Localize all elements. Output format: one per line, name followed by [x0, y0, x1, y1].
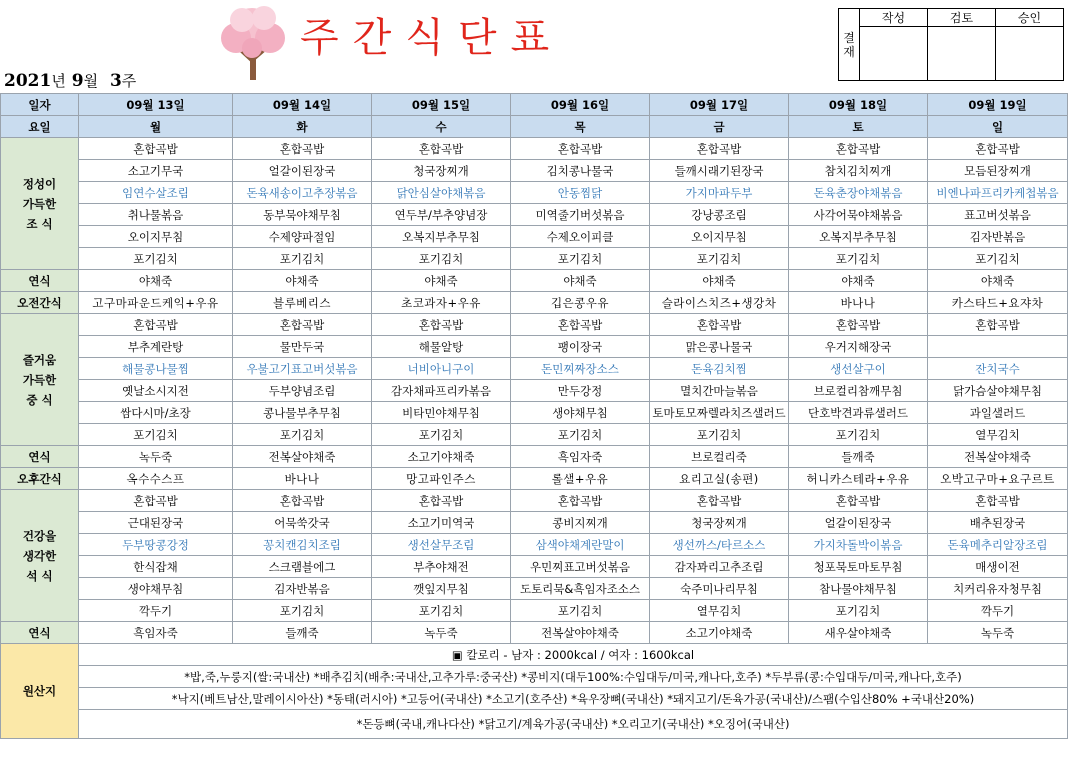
- am-snack-cell: 카스타드+요쟈차: [928, 292, 1068, 314]
- lunch-dish: 물만두국: [233, 336, 372, 358]
- approval-box: [838, 8, 1064, 81]
- approval-sign-approve[interactable]: [996, 27, 1064, 81]
- breakfast-dish: 포기김치: [233, 248, 372, 270]
- dinner-label: 건강을 생각한 석 식: [1, 490, 79, 622]
- dinner-porridge-cell: 녹두죽: [928, 622, 1068, 644]
- lunch-dish: 포기김치: [789, 424, 928, 446]
- date-cell: 09월 18일: [789, 94, 928, 116]
- breakfast-dish: 혼합곡밥: [79, 138, 233, 160]
- dinner-dish: 어묵쑥갓국: [233, 512, 372, 534]
- lunch-dish: 비타민야채무침: [372, 402, 511, 424]
- dinner-row: [1, 534, 1068, 556]
- lunch-dish: 혼합곡밥: [789, 314, 928, 336]
- approval-sign-review[interactable]: [928, 27, 996, 81]
- lunch-row: [1, 336, 1068, 358]
- lunch-porridge-cell: 브로컬리죽: [650, 446, 789, 468]
- breakfast-dish: 오이지무침: [79, 226, 233, 248]
- breakfast-row: [1, 138, 1068, 160]
- breakfast-dish: 포기김치: [650, 248, 789, 270]
- dinner-dish: 두부땅콩강정: [79, 534, 233, 556]
- pm-snack: [1, 468, 1068, 490]
- lunch-dish: 부추계란탕: [79, 336, 233, 358]
- am-snack-cell: 블루베리스: [233, 292, 372, 314]
- dinner-dish: 감자꽈리고추조림: [650, 556, 789, 578]
- dinner-dish: 포기김치: [233, 600, 372, 622]
- date-cell: 09월 17일: [650, 94, 789, 116]
- breakfast-dish: 혼합곡밥: [233, 138, 372, 160]
- lunch-porridge-cell: 전복살야채죽: [928, 446, 1068, 468]
- origin-line: *낙지(베트남산,말레이시아산) *동태(러시아) *고등어(국내산) *소고기(호주산) *육우장뼈(국내산) *돼지고기/돈육가공(국내산)/스팸(수입산80% +국내산20%): [79, 688, 1068, 710]
- dinner-dish: 도토리묵&흑임자조소스: [511, 578, 650, 600]
- lunch-dish: 잔치국수: [928, 358, 1068, 380]
- breakfast-dish: 포기김치: [789, 248, 928, 270]
- origin-row: [1, 688, 1068, 710]
- pm-snack-cell: 오박고구마+요구르트: [928, 468, 1068, 490]
- dinner-dish: 우민찌표고버섯볶음: [511, 556, 650, 578]
- dinner-row: [1, 512, 1068, 534]
- breakfast-dish: 김자반볶음: [928, 226, 1068, 248]
- dow-cell: 토: [789, 116, 928, 138]
- dinner-dish: 한식잡채: [79, 556, 233, 578]
- lunch-porridge-cell: 소고기야채죽: [372, 446, 511, 468]
- header: [0, 0, 1069, 92]
- origin-row: [1, 666, 1068, 688]
- lunch-dish: 쌈다시마/초장: [79, 402, 233, 424]
- lunch-dish: 닭가슴살야채무침: [928, 380, 1068, 402]
- lunch-dish: 포기김치: [79, 424, 233, 446]
- date-cell: 09월 19일: [928, 94, 1068, 116]
- dinner-dish: 청포묵토마토무침: [789, 556, 928, 578]
- week-label: 2021년 9월 3주: [4, 71, 137, 91]
- breakfast-dish: 동부묵야채무침: [233, 204, 372, 226]
- dinner-dish: 청국장찌개: [650, 512, 789, 534]
- am-snack-cell: 슬라이스치즈+생강차: [650, 292, 789, 314]
- breakfast-row: [1, 204, 1068, 226]
- lunch-row: [1, 380, 1068, 402]
- breakfast-porridge-cell: 야채죽: [233, 270, 372, 292]
- lunch-porridge-cell: 전복살야채죽: [233, 446, 372, 468]
- dinner-row: [1, 600, 1068, 622]
- pm-snack-label: 오후간식: [1, 468, 79, 490]
- date-cell: 09월 14일: [233, 94, 372, 116]
- lunch-porridge-cell: 흑임자죽: [511, 446, 650, 468]
- dinner-dish: 깍두기: [79, 600, 233, 622]
- lunch-dish: 생선살구이: [789, 358, 928, 380]
- dinner-dish: 생선살무조림: [372, 534, 511, 556]
- dinner-dish: 깻잎지무침: [372, 578, 511, 600]
- dinner-row: [1, 578, 1068, 600]
- lunch-dish: 우거지해장국: [789, 336, 928, 358]
- dinner-porridge-cell: 녹두죽: [372, 622, 511, 644]
- lunch-dish: 우불고기표고버섯볶음: [233, 358, 372, 380]
- lunch-row: [1, 402, 1068, 424]
- dinner-dish: 혼합곡밥: [928, 490, 1068, 512]
- dinner-dish: 혼합곡밥: [233, 490, 372, 512]
- breakfast-dish: 얼갈이된장국: [233, 160, 372, 182]
- breakfast-dish: 미역줄기버섯볶음: [511, 204, 650, 226]
- dinner-dish: 열무김치: [650, 600, 789, 622]
- lunch-porridge-cell: 들깨죽: [789, 446, 928, 468]
- breakfast-dish: 참치김치찌개: [789, 160, 928, 182]
- breakfast-label: 정성이 가득한 조 식: [1, 138, 79, 270]
- dinner-row: [1, 556, 1068, 578]
- lunch-dish: 혼합곡밥: [233, 314, 372, 336]
- lunch-label: 즐거움 가득한 중 식: [1, 314, 79, 446]
- lunch-dish: 혼합곡밥: [79, 314, 233, 336]
- breakfast-dish: 연두부/부추양념장: [372, 204, 511, 226]
- dinner-porridge-cell: 전복살야야채죽: [511, 622, 650, 644]
- dinner-porridge-cell: 새우살야채죽: [789, 622, 928, 644]
- lunch-dish: 돈민찌짜장소스: [511, 358, 650, 380]
- lunch-dish: 맑은콩나물국: [650, 336, 789, 358]
- lunch-dish: 너비아니구이: [372, 358, 511, 380]
- dow-cell: 수: [372, 116, 511, 138]
- dow-row: [1, 116, 1068, 138]
- approval-label: 결 재: [839, 9, 860, 81]
- breakfast-dish: 닭안심살야채볶음: [372, 182, 511, 204]
- breakfast-dish: 비엔나파프리카케첩볶음: [928, 182, 1068, 204]
- breakfast-dish: 취나물볶음: [79, 204, 233, 226]
- approval-col-review: 검토: [928, 9, 996, 27]
- dinner-dish: 포기김치: [789, 600, 928, 622]
- dinner-porridge-cell: 흑임자죽: [79, 622, 233, 644]
- breakfast-dish: 혼합곡밥: [789, 138, 928, 160]
- dow-cell: 일: [928, 116, 1068, 138]
- lunch-row: [1, 358, 1068, 380]
- breakfast-dish: 포기김치: [79, 248, 233, 270]
- dinner-dish: 혼합곡밥: [372, 490, 511, 512]
- dow-cell: 화: [233, 116, 372, 138]
- lunch-dish: 팽이장국: [511, 336, 650, 358]
- dinner-porridge-cell: 들깨죽: [233, 622, 372, 644]
- dinner-dish: 매생이전: [928, 556, 1068, 578]
- breakfast-porridge-cell: 야채죽: [650, 270, 789, 292]
- date-header: 일자: [1, 94, 79, 116]
- breakfast-dish: 오복지부추무침: [789, 226, 928, 248]
- lunch-dish: 혼합곡밥: [511, 314, 650, 336]
- lunch-dish: 해물콩나물찜: [79, 358, 233, 380]
- dow-cell: 금: [650, 116, 789, 138]
- approval-sign-writer[interactable]: [860, 27, 928, 81]
- breakfast-porridge-cell: 야채죽: [372, 270, 511, 292]
- dinner-dish: 배추된장국: [928, 512, 1068, 534]
- lunch-dish: [928, 336, 1068, 358]
- breakfast-dish: 청국장찌개: [372, 160, 511, 182]
- dinner-dish: 얼갈이된장국: [789, 512, 928, 534]
- lunch-dish: 브로컬리참깨무침: [789, 380, 928, 402]
- breakfast-porridge: [1, 270, 1068, 292]
- dinner-porridge-label: 연식: [1, 622, 79, 644]
- date-cell: 09월 16일: [511, 94, 650, 116]
- breakfast-dish: 혼합곡밥: [928, 138, 1068, 160]
- breakfast-row: [1, 160, 1068, 182]
- origin-line: *밥,죽,누룽지(쌀:국내산) *배추김치(배추:국내산,고추가루:중국산) *콩비지(대두100%:수입대두/미국,캐나다,호주) *두부류(콩:수입대두/미국,캐나다,호주): [79, 666, 1068, 688]
- dinner-dish: 포기김치: [372, 600, 511, 622]
- dinner-dish: 참나물야채무침: [789, 578, 928, 600]
- menu-table: [0, 93, 1068, 739]
- dinner-dish: 소고기미역국: [372, 512, 511, 534]
- lunch-dish: 토마토모짜렐라치즈샐러드: [650, 402, 789, 424]
- pm-snack-cell: 망고파인주스: [372, 468, 511, 490]
- breakfast-dish: 포기김치: [928, 248, 1068, 270]
- dinner-dish: 혼합곡밥: [79, 490, 233, 512]
- lunch-dish: 포기김치: [511, 424, 650, 446]
- lunch-dish: 혼합곡밥: [650, 314, 789, 336]
- cherry-blossom-tree-icon: [212, 2, 294, 82]
- breakfast-dish: 수제오이피클: [511, 226, 650, 248]
- pm-snack-cell: 롤샐+우유: [511, 468, 650, 490]
- dinner-porridge: [1, 622, 1068, 644]
- origin-row: [1, 710, 1068, 739]
- date-row: [1, 94, 1068, 116]
- am-snack-cell: 초코과자+우유: [372, 292, 511, 314]
- dinner-dish: 생야채무침: [79, 578, 233, 600]
- breakfast-dish: 혼합곡밥: [511, 138, 650, 160]
- dinner-dish: 치커리유자청무침: [928, 578, 1068, 600]
- lunch-row: [1, 314, 1068, 336]
- dinner-dish: 꽁치캔김치조림: [233, 534, 372, 556]
- lunch-dish: 감자채파프리카볶음: [372, 380, 511, 402]
- lunch-dish: 돈육김치찜: [650, 358, 789, 380]
- am-snack-cell: 고구마파운드케익+우유: [79, 292, 233, 314]
- dinner-dish: 숙주미나리무침: [650, 578, 789, 600]
- dinner-dish: 스크램블에그: [233, 556, 372, 578]
- dinner-dish: 근대된장국: [79, 512, 233, 534]
- lunch-dish: 포기김치: [372, 424, 511, 446]
- lunch-dish: 멸치간마늘볶음: [650, 380, 789, 402]
- dinner-dish: 혼합곡밥: [789, 490, 928, 512]
- dinner-dish: 혼합곡밥: [650, 490, 789, 512]
- origin-row: [1, 644, 1068, 666]
- lunch-dish: 혼합곡밥: [372, 314, 511, 336]
- origin-line: ▣ 칼로리 - 남자 : 2000kcal / 여자 : 1600kcal: [79, 644, 1068, 666]
- lunch-dish: 콩나물부추무침: [233, 402, 372, 424]
- breakfast-porridge-label: 연식: [1, 270, 79, 292]
- approval-col-approve: 승인: [996, 9, 1064, 27]
- lunch-dish: 두부양념조림: [233, 380, 372, 402]
- dinner-dish: 콩비지찌개: [511, 512, 650, 534]
- pm-snack-cell: 옥수수스프: [79, 468, 233, 490]
- lunch-dish: 포기김치: [233, 424, 372, 446]
- breakfast-dish: 돈육새송이고추장볶음: [233, 182, 372, 204]
- lunch-dish: 생야채무침: [511, 402, 650, 424]
- lunch-dish: 과일샐러드: [928, 402, 1068, 424]
- dow-cell: 목: [511, 116, 650, 138]
- breakfast-dish: 표고버섯볶음: [928, 204, 1068, 226]
- lunch-porridge: [1, 446, 1068, 468]
- date-cell: 09월 15일: [372, 94, 511, 116]
- breakfast-dish: 혼합곡밥: [372, 138, 511, 160]
- dinner-dish: 가지차돌박이볶음: [789, 534, 928, 556]
- pm-snack-cell: 바나나: [233, 468, 372, 490]
- am-snack: [1, 292, 1068, 314]
- breakfast-porridge-cell: 야채죽: [511, 270, 650, 292]
- approval-col-writer: 작성: [860, 9, 928, 27]
- dow-cell: 월: [79, 116, 233, 138]
- dinner-porridge-cell: 소고기야채죽: [650, 622, 789, 644]
- dinner-dish: 삼색야채계란말이: [511, 534, 650, 556]
- breakfast-dish: 오복지부추무침: [372, 226, 511, 248]
- breakfast-row: [1, 248, 1068, 270]
- lunch-porridge-label: 연식: [1, 446, 79, 468]
- dinner-dish: 생선까스/타르소스: [650, 534, 789, 556]
- lunch-row: [1, 424, 1068, 446]
- breakfast-dish: 안동찜닭: [511, 182, 650, 204]
- breakfast-porridge-cell: 야채죽: [928, 270, 1068, 292]
- breakfast-dish: 임연수살조림: [79, 182, 233, 204]
- am-snack-cell: 깁은콩우유: [511, 292, 650, 314]
- breakfast-dish: 강낭콩조림: [650, 204, 789, 226]
- breakfast-porridge-cell: 야채죽: [79, 270, 233, 292]
- lunch-dish: 열무김치: [928, 424, 1068, 446]
- breakfast-dish: 포기김치: [511, 248, 650, 270]
- breakfast-dish: 가지마파두부: [650, 182, 789, 204]
- breakfast-row: [1, 226, 1068, 248]
- breakfast-dish: 김치콩나물국: [511, 160, 650, 182]
- pm-snack-cell: 요리고실(송편): [650, 468, 789, 490]
- origin-label: 원산지: [1, 644, 79, 739]
- lunch-dish: 해물알탕: [372, 336, 511, 358]
- lunch-dish: 만두강정: [511, 380, 650, 402]
- page-title: 주간식단표: [300, 15, 564, 61]
- dinner-dish: 포기김치: [511, 600, 650, 622]
- dinner-dish: 깍두기: [928, 600, 1068, 622]
- am-snack-label: 오전간식: [1, 292, 79, 314]
- dinner-dish: 부추야채전: [372, 556, 511, 578]
- dinner-dish: 김자반볶음: [233, 578, 372, 600]
- breakfast-dish: 혼합곡밥: [650, 138, 789, 160]
- lunch-dish: 포기김치: [650, 424, 789, 446]
- pm-snack-cell: 허니카스테라+우유: [789, 468, 928, 490]
- dinner-dish: 혼합곡밥: [511, 490, 650, 512]
- date-cell: 09월 13일: [79, 94, 233, 116]
- breakfast-row: [1, 182, 1068, 204]
- breakfast-dish: 포기김치: [372, 248, 511, 270]
- breakfast-dish: 소고기무국: [79, 160, 233, 182]
- am-snack-cell: 바나나: [789, 292, 928, 314]
- breakfast-dish: 모듬된장찌개: [928, 160, 1068, 182]
- lunch-porridge-cell: 녹두죽: [79, 446, 233, 468]
- lunch-dish: 옛날소시지전: [79, 380, 233, 402]
- dinner-dish: 돈육메추리알장조림: [928, 534, 1068, 556]
- lunch-dish: 단호박견과류샐러드: [789, 402, 928, 424]
- breakfast-dish: 수제양파절임: [233, 226, 372, 248]
- dinner-row: [1, 490, 1068, 512]
- dow-header: 요일: [1, 116, 79, 138]
- lunch-dish: 혼합곡밥: [928, 314, 1068, 336]
- breakfast-dish: 사각어묵야채볶음: [789, 204, 928, 226]
- breakfast-dish: 돈육춘장야채볶음: [789, 182, 928, 204]
- breakfast-porridge-cell: 야채죽: [789, 270, 928, 292]
- breakfast-dish: 들깨시래기된장국: [650, 160, 789, 182]
- breakfast-dish: 오이지무침: [650, 226, 789, 248]
- origin-line: *돈등뼈(국내,캐나다산) *닭고기/계육가공(국내산) *오리고기(국내산) *오징어(국내산): [79, 710, 1068, 739]
